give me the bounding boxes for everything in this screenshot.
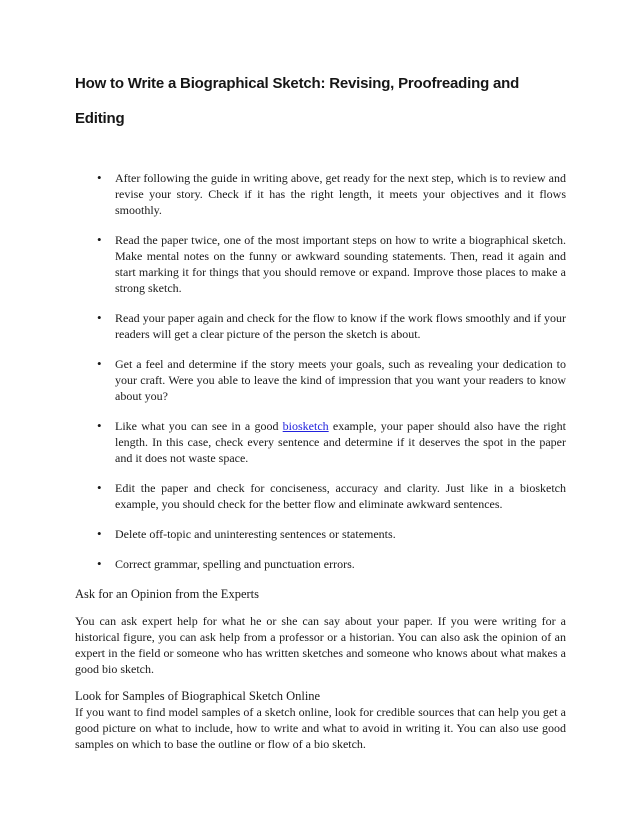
- list-item: [75, 480, 566, 512]
- section-paragraph-samples: If you want to find model samples of a sketch online, look for credible sources that can help you get a good picture on what to include, how to write and what to avoid in writing it. You can also use good samples on which to base the outline or flow of a bio sketch.: [75, 705, 566, 751]
- section-paragraph-experts: You can ask expert help for what he or she can say about your paper. If you were writing for a historical figure, you can ask help from a professor or a historian. You can also ask the opinion of an expert in the field or someone who has written sketches and someone who knows about what makes a good bio sketch.: [75, 614, 566, 676]
- list-item: [75, 556, 566, 572]
- bullet-text: Like what you can see in a good: [115, 419, 283, 433]
- bullet-text: After following the guide in writing above, get ready for the next step, which is to review and revise your story. Check if it has the right length, it meets your objectives and it flows smoothly.: [115, 171, 566, 217]
- list-item: [75, 526, 566, 542]
- bullet-text: Get a feel and determine if the story meets your goals, such as revealing your dedication to your craft. Were you able to leave the kind of impression that you want your readers to know about you?: [115, 357, 566, 403]
- page-title: How to Write a Biographical Sketch: Revising, Proofreading and Editing: [75, 75, 520, 127]
- bullet-text: Delete off-topic and uninteresting sentences or statements.: [115, 527, 396, 541]
- bullet-text: Read your paper again and check for the flow to know if the work flows smoothly and if your readers will get a clear picture of the person the sketch is about.: [115, 311, 566, 341]
- section-heading-experts: Ask for an Opinion from the Experts: [75, 587, 259, 601]
- bullet-text: Read the paper twice, one of the most important steps on how to write a biographical sketch. Make mental notes on the funny or awkward sounding statements. Then, read it again and start marking it for things that you should remove or expand. Improve those places to make a strong sketch.: [115, 233, 566, 295]
- bullet-text: Edit the paper and check for conciseness, accuracy and clarity. Just like in a biosketch example, you should check for the better flow and eliminate awkward sentences.: [115, 481, 566, 511]
- bullet-text: Correct grammar, spelling and punctuation errors.: [115, 557, 355, 571]
- bullet-text: example, your paper should also have the right length. In this case, check every sentence and determine if it deserves the spot in the paper and it does not waste space.: [115, 419, 566, 465]
- list-item: [75, 356, 566, 404]
- bullet-list: [75, 170, 566, 572]
- biosketch-link[interactable]: biosketch: [282, 419, 329, 433]
- section-heading-samples: Look for Samples of Biographical Sketch Online: [75, 689, 321, 703]
- list-item: [75, 170, 566, 218]
- list-item: [75, 310, 566, 342]
- list-item: [75, 232, 566, 296]
- list-item: [75, 418, 566, 466]
